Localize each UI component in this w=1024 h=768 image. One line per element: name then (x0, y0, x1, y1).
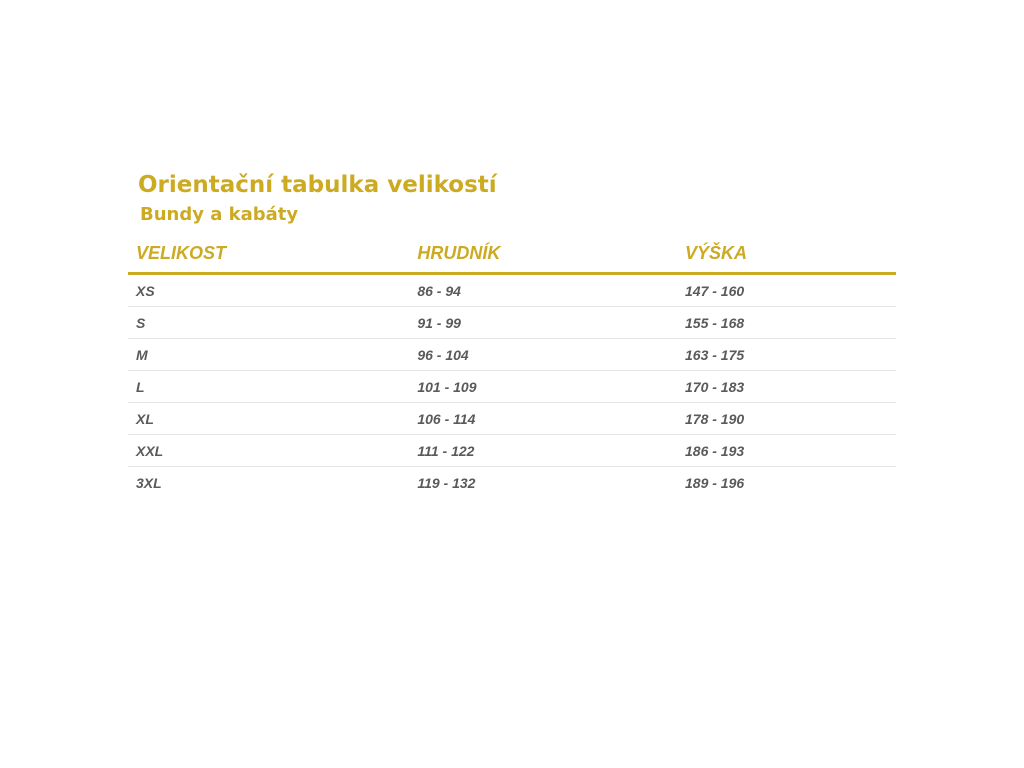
cell-chest: 91 - 99 (409, 307, 677, 339)
size-chart (128, 168, 896, 498)
cell-size: M (128, 339, 409, 371)
cell-size: 3XL (136, 474, 162, 491)
cell-size: XS (128, 274, 409, 307)
cell-chest: 96 - 104 (409, 339, 677, 371)
cell-height: 178 - 190 (677, 403, 896, 435)
size-table (128, 240, 896, 498)
table-row (128, 403, 896, 435)
cell-height: 163 - 175 (677, 339, 896, 371)
column-header-height: VÝŠKA (677, 240, 896, 274)
page-subtitle: Bundy a kabáty (140, 204, 299, 225)
cell-chest: 111 - 122 (409, 435, 677, 467)
table-row (128, 274, 896, 307)
table-row (128, 307, 896, 339)
cell-chest: 106 - 114 (409, 403, 677, 435)
cell-chest: 101 - 109 (409, 371, 677, 403)
table-row (128, 371, 896, 403)
column-header-chest: HRUDNÍK (409, 240, 677, 274)
cell-chest: 86 - 94 (409, 274, 677, 307)
cell-size: L (128, 371, 409, 403)
cell-height: 189 - 196 (685, 474, 745, 491)
cell-height: 170 - 183 (677, 371, 896, 403)
cell-height: 147 - 160 (677, 274, 896, 307)
cell-chest: 119 - 132 (417, 474, 476, 491)
cell-height: 155 - 168 (677, 307, 896, 339)
table-row (128, 339, 896, 371)
table-row (128, 467, 896, 499)
table-row (128, 435, 896, 467)
table-header-row (128, 240, 896, 274)
cell-size: XXL (128, 435, 409, 467)
table-header (128, 240, 896, 274)
cell-size: S (128, 307, 409, 339)
table-body (128, 274, 896, 499)
page-title: Orientační tabulka velikostí (138, 172, 497, 198)
cell-height: 186 - 193 (677, 435, 896, 467)
column-header-size: VELIKOST (128, 240, 409, 274)
cell-size: XL (128, 403, 409, 435)
